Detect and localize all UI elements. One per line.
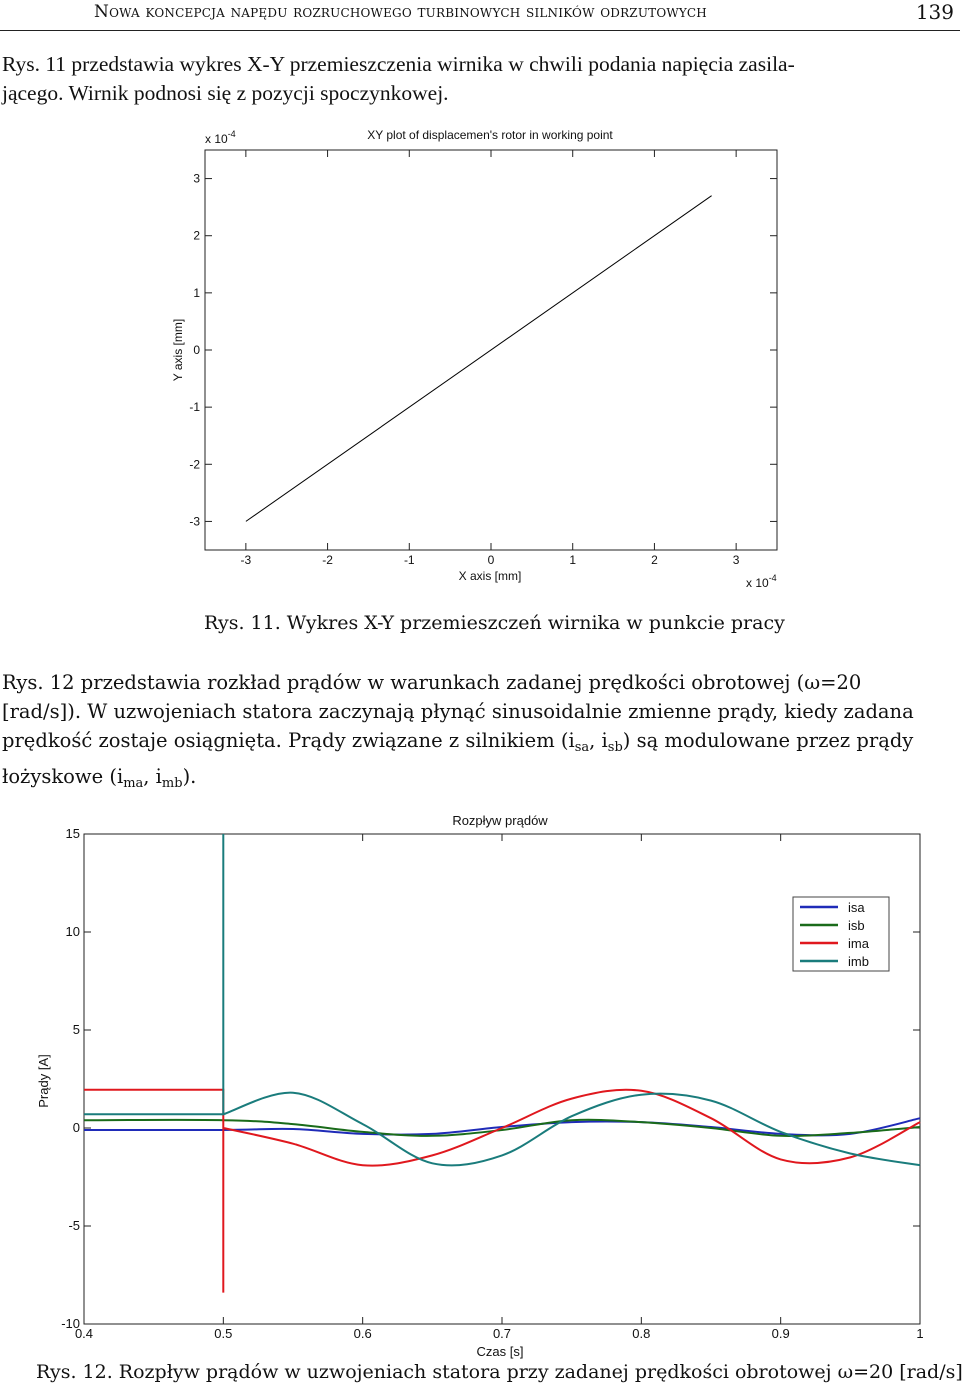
x-tick-label: -2: [322, 553, 333, 567]
x-tick-label: 0.7: [492, 1326, 512, 1341]
y-tick-label: 0: [72, 1120, 80, 1135]
y-tick-label: -5: [68, 1218, 80, 1233]
legend-label: ima: [848, 936, 869, 951]
chart-title: XY plot of displacemen's rotor in working point: [367, 128, 613, 142]
x-multiplier: x $10^{-4}$: [746, 573, 777, 590]
x-tick-label: 0.4: [74, 1326, 94, 1341]
paragraph-line: Rys. 11 przedstawia wykres X-Y przemieszczenia wirnika w chwili podania napięcia zasila-: [2, 52, 795, 76]
paragraph-line: jącego. Wirnik podnosi się z pozycji spoczynkowej.: [2, 81, 449, 105]
y-tick-label: 10: [65, 924, 80, 939]
x-axis-label: Czas [s]: [476, 1344, 524, 1359]
x-tick-label: 3: [732, 553, 740, 567]
paragraph-currents: [2, 668, 957, 798]
y-tick-label: 0: [193, 343, 200, 357]
paragraph-line: prędkość zostaje osiągnięta. Prądy związane z silnikiem ($i_{sa}$, $i_{sb}$) są modulowane przez prądy: [2, 729, 914, 755]
y-multiplier: x $10^{-4}$: [205, 129, 236, 146]
page-number: 139: [915, 0, 954, 24]
y-tick-label: 2: [193, 228, 200, 243]
legend-label: isb: [848, 918, 865, 933]
figure-11-caption: Rys. 11. Wykres X-Y przemieszczeń wirnika w punkcie pracy: [204, 612, 785, 634]
x-tick-label: 1: [569, 553, 577, 567]
legend: [793, 897, 889, 971]
y-tick-label: 1: [193, 285, 200, 300]
x-tick-label: 0.6: [353, 1326, 372, 1341]
running-title: Nowa koncepcja napędu rozruchowego turbinowych silników odrzutowych: [94, 2, 707, 22]
y-axis-label: Prądy [A]: [36, 1054, 51, 1108]
y-tick-label: -10: [61, 1316, 80, 1331]
x-tick-label: 0: [487, 553, 495, 567]
x-tick-label: 0.9: [771, 1326, 790, 1341]
x-tick-label: 0.8: [632, 1326, 651, 1341]
figure-12-caption: Rys. 12. Rozpływ prądów w uzwojeniach statora przy zadanej prędkości obrotowej ω=20 [rad/s]: [36, 1361, 963, 1383]
page-header: [0, 0, 960, 32]
chart-title: Rozpływ prądów: [452, 813, 548, 828]
y-tick-label: 15: [65, 826, 80, 841]
paragraph-line: [rad/s]). W uzwojeniach statora zaczynają płynąć sinusoidalnie zmienne prądy, kiedy zadana: [2, 700, 914, 723]
y-tick-label: -3: [189, 514, 200, 529]
x-axis-label: X axis [mm]: [458, 569, 522, 583]
header-rule: [0, 30, 960, 31]
legend-label: imb: [848, 954, 869, 969]
x-tick-label: 1: [916, 1326, 924, 1341]
currents-chart: [0, 795, 960, 1360]
y-axis-label: Y axis [mm]: [171, 318, 185, 382]
x-tick-label: 0.5: [214, 1326, 233, 1341]
y-tick-label: -1: [189, 400, 200, 415]
xy-displacement-chart: [0, 120, 960, 590]
paragraph-line: łożyskowe ($i_{ma}$, $i_{mb}$).: [2, 765, 197, 791]
x-tick-label: 2: [651, 553, 658, 567]
x-tick-label: -3: [240, 553, 252, 567]
y-tick-label: 5: [72, 1022, 80, 1037]
paragraph-line: Rys. 12 przedstawia rozkład prądów w warunkach zadanej prędkości obrotowej (ω=20: [2, 671, 862, 694]
x-tick-label: -1: [403, 553, 415, 567]
y-tick-label: 3: [193, 171, 200, 186]
paragraph-intro: [2, 50, 957, 108]
y-tick-label: -2: [189, 457, 200, 472]
legend-label: isa: [848, 900, 865, 915]
